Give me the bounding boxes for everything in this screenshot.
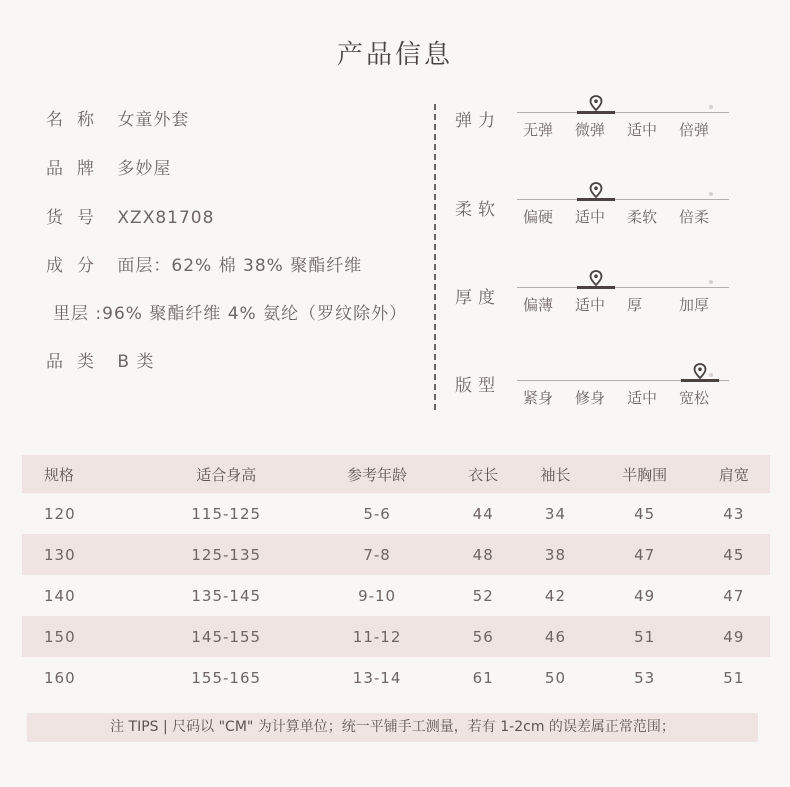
header-age: 参考年龄 (307, 455, 447, 493)
table-header-row (22, 455, 770, 493)
scale-option: 倍弹 (679, 121, 710, 139)
scale-selected-segment (681, 379, 719, 382)
info-row-sku (46, 203, 214, 228)
table-cell: 48 (447, 534, 519, 575)
table-cell: 51 (723, 668, 745, 687)
header-half-chest: 半胸围 (592, 455, 698, 493)
info-label: 品类 (46, 352, 108, 372)
table-cell: 47 (592, 534, 698, 575)
table-cell: 42 (544, 586, 566, 605)
table-cell: 49 (698, 616, 770, 657)
table-cell: 61 (472, 668, 494, 687)
header-sleeve: 袖长 (519, 455, 591, 493)
decorative-dot (709, 105, 713, 109)
decorative-dot (709, 373, 713, 377)
scale-options (517, 119, 729, 140)
size-table-body (22, 493, 770, 698)
table-cell: 50 (544, 668, 566, 687)
scale-option: 修身 (575, 389, 606, 407)
info-label: 名称 (46, 110, 108, 130)
scale-name-thickness: 厚度 (455, 288, 501, 308)
table-cell: 38 (519, 534, 591, 575)
header-length: 衣长 (447, 455, 519, 493)
info-value: B 类 (117, 352, 155, 372)
scale-fit (517, 369, 729, 409)
scale-option: 宽松 (679, 389, 710, 407)
scale-selected-segment (577, 111, 615, 114)
table-cell: 9-10 (358, 586, 397, 605)
info-label: 成分 (46, 256, 108, 276)
scale-option: 无弹 (523, 121, 554, 139)
table-cell: 53 (634, 668, 656, 687)
info-label: 品牌 (46, 159, 108, 179)
scale-track (517, 199, 729, 200)
table-cell: 5-6 (363, 504, 391, 523)
table-cell: 44 (472, 504, 494, 523)
table-cell: 46 (519, 616, 591, 657)
page-title: 产品信息 (336, 40, 453, 70)
scale-option: 厚 (627, 296, 643, 314)
info-value: XZX81708 (117, 208, 215, 228)
info-value: 女童外套 (117, 110, 190, 130)
location-pin-icon (589, 270, 603, 286)
info-row-category (46, 347, 154, 372)
table-cell: 160 (44, 668, 76, 687)
scale-option: 适中 (627, 389, 658, 407)
scale-name-elasticity: 弹力 (455, 111, 501, 131)
table-cell: 155-165 (191, 668, 262, 687)
table-cell: 145-155 (145, 616, 307, 657)
scale-selected-segment (577, 198, 615, 201)
scale-selected-segment (577, 286, 615, 289)
info-value: 里层 :96% 聚酯纤维 4% 氨纶（罗纹除外） (53, 304, 408, 324)
table-cell: 45 (634, 504, 656, 523)
location-pin-icon (589, 95, 603, 111)
info-row-name (46, 105, 189, 130)
info-row-lining (53, 299, 407, 324)
table-cell: 120 (44, 504, 76, 523)
scale-option: 柔软 (627, 208, 658, 226)
header-height: 适合身高 (145, 455, 307, 493)
table-cell: 34 (544, 504, 566, 523)
decorative-dot (709, 280, 713, 284)
scale-option: 适中 (575, 296, 606, 314)
table-cell: 51 (592, 616, 698, 657)
scale-option: 加厚 (679, 296, 710, 314)
scale-option: 适中 (575, 208, 606, 226)
table-cell: 52 (472, 586, 494, 605)
table-cell: 130 (22, 534, 145, 575)
location-pin-icon (589, 182, 603, 198)
table-cell: 115-125 (191, 504, 262, 523)
scale-track (517, 112, 729, 113)
table-cell: 135-145 (191, 586, 262, 605)
scale-options (517, 294, 729, 315)
header-size: 规格 (22, 455, 145, 493)
scale-thickness (517, 276, 729, 316)
table-cell: 140 (44, 586, 76, 605)
table-row (22, 493, 770, 534)
scale-elasticity (517, 101, 729, 141)
scale-option: 紧身 (523, 389, 554, 407)
scale-softness (517, 188, 729, 228)
table-cell: 7-8 (307, 534, 447, 575)
table-cell: 56 (447, 616, 519, 657)
info-row-composition (46, 251, 362, 276)
table-row (22, 534, 770, 575)
table-cell: 47 (723, 586, 745, 605)
info-label: 货号 (46, 208, 108, 228)
table-cell: 150 (22, 616, 145, 657)
size-table (22, 455, 770, 698)
tips-banner: 注 TIPS | 尺码以 "CM" 为计算单位；统一平铺手工测量，若有 1-2cm 的误差属正常范围； (27, 713, 758, 742)
scale-name-softness: 柔软 (455, 200, 501, 220)
decorative-dot (709, 192, 713, 196)
table-cell: 43 (723, 504, 745, 523)
location-pin-icon (693, 363, 707, 379)
table-cell: 125-135 (145, 534, 307, 575)
table-cell: 11-12 (307, 616, 447, 657)
table-row (22, 616, 770, 657)
table-cell: 49 (634, 586, 656, 605)
info-value: 多妙屋 (117, 159, 172, 179)
scale-options (517, 387, 729, 408)
scale-option: 微弹 (575, 121, 606, 139)
scale-option: 偏硬 (523, 208, 554, 226)
info-row-brand (46, 154, 171, 179)
table-cell: 13-14 (352, 668, 402, 687)
info-value: 面层：62% 棉 38% 聚酯纤维 (117, 256, 363, 276)
scale-option: 偏薄 (523, 296, 554, 314)
dashed-divider (434, 104, 436, 410)
scale-options (517, 206, 729, 227)
table-row (22, 657, 770, 698)
header-shoulder: 肩宽 (698, 455, 770, 493)
scale-name-fit: 版型 (455, 376, 501, 396)
scale-option: 倍柔 (679, 208, 710, 226)
scale-option: 适中 (627, 121, 658, 139)
table-cell: 45 (698, 534, 770, 575)
table-row (22, 575, 770, 616)
scale-track (517, 287, 729, 288)
